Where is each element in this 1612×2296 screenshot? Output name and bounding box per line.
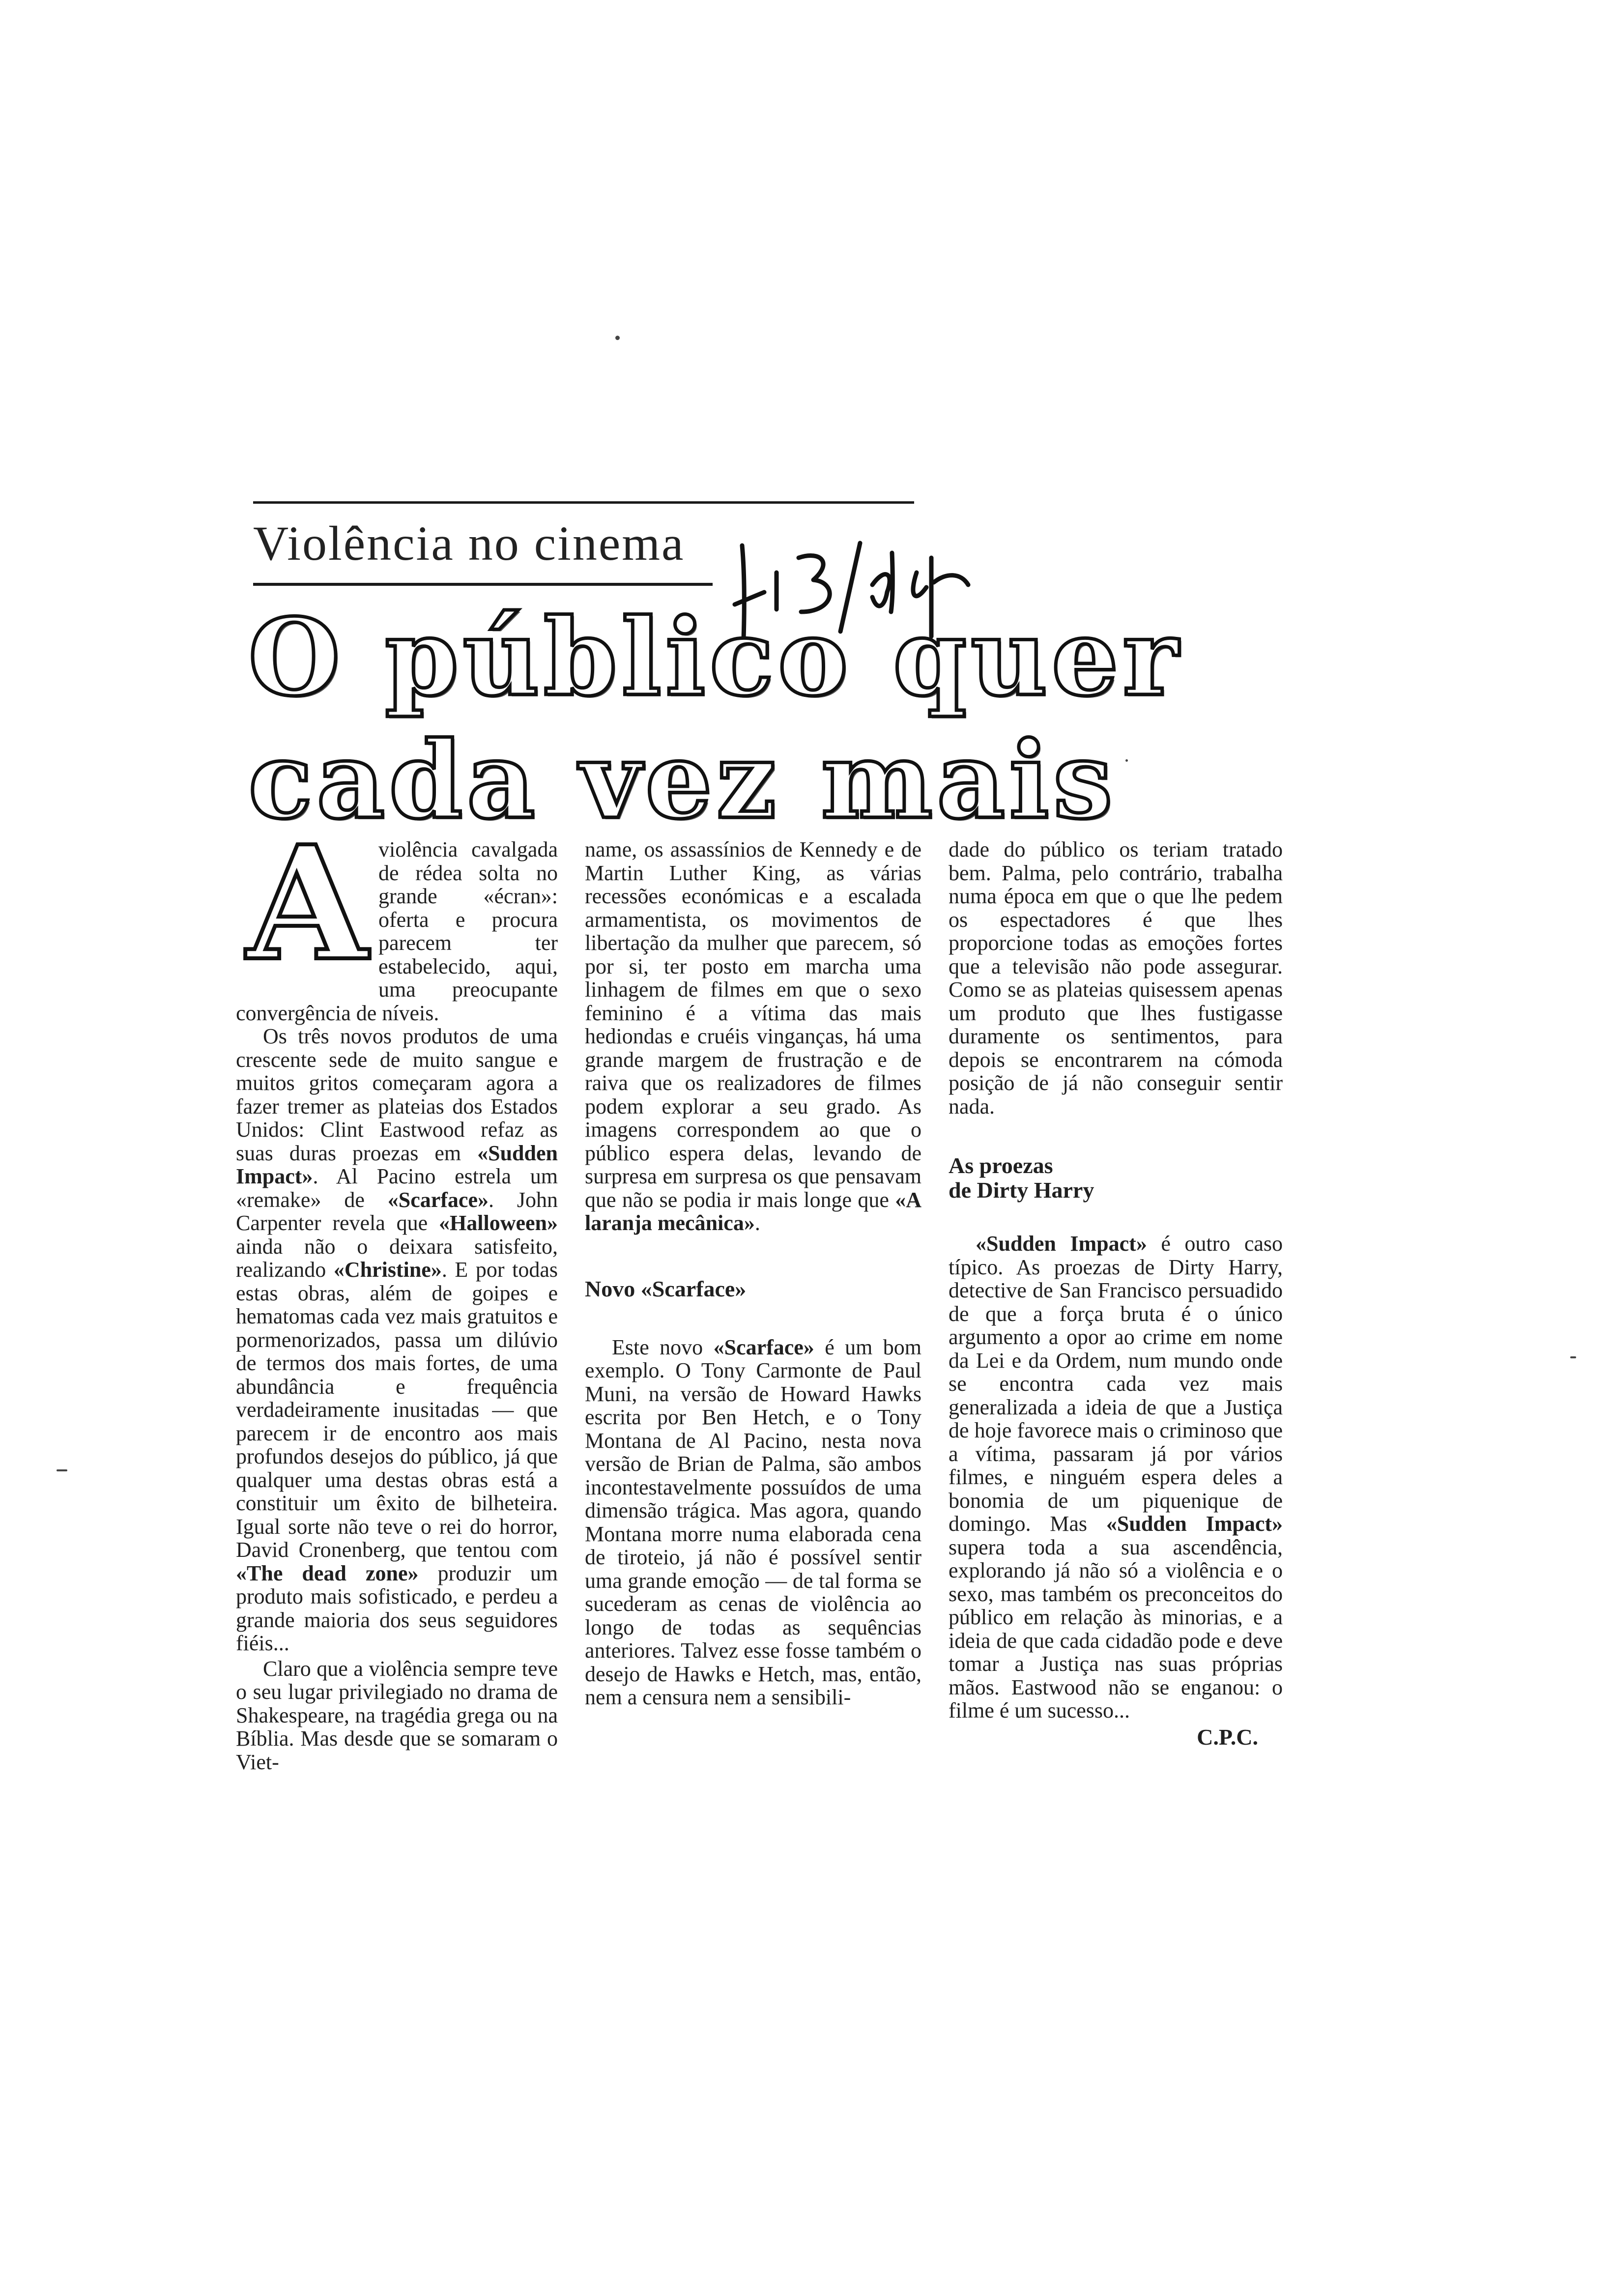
scan-speck xyxy=(57,1469,67,1471)
headline-line-2: cada vez mais xyxy=(248,718,1117,842)
kicker: Violência no cinema xyxy=(253,516,685,571)
subheading-dirty-harry: As proezas de Dirty Harry xyxy=(949,1153,1094,1203)
film-title: «A laranja mecânica» xyxy=(585,1187,921,1235)
article-column-1 xyxy=(236,811,558,1774)
scan-speck xyxy=(615,336,620,340)
film-title: «Sudden Impact» xyxy=(976,1232,1147,1256)
headline-line-1: O público quer xyxy=(248,595,1182,719)
drop-cap: A xyxy=(246,811,368,995)
body-paragraph: Claro que a violência sempre teve o seu lugar privilegiado no drama de Shakespeare, na tragédia grega ou na Bíblia. Mas desde que se somaram o Viet- xyxy=(236,1656,558,1774)
top-rule xyxy=(253,501,914,504)
film-title: «Christine» xyxy=(333,1258,442,1282)
body-paragraph: Os três novos produtos de uma crescente sede de muito sangue e muitos gritos começaram agora a fazer tremer as plateias dos Estados Unidos: Clint Eastwood refaz as suas duras proezas em «Sudden Impact». Al Pacino estrela um «remake» de «Scarface». John Carpenter revela que «Halloween» ainda não o deixara satisfeito, realizando «Christine». E por todas estas obras, além de goipes e hematomas cada vez mais gratuitos e pormenorizados, passa um dilúvio de termos dos mais fortes, de uma abundância e frequência verdadeiramente inusitadas — que parecem ir de encontro aos mais profundos desejos do público, já que qualquer uma destas obras está a constituir um êxito de bilheteira. Igual sorte não teve o rei do horror, David Cronenberg, que tentou com «The dead zone» produzir um produto mais sofisticado, e perdeu a grande maioria dos seus seguidores fiéis... xyxy=(236,1024,558,1655)
film-title: «Sudden Impact» xyxy=(236,1141,558,1188)
film-title: «Halloween» xyxy=(439,1211,558,1235)
author-signature: C.P.C. xyxy=(1197,1724,1258,1750)
film-title: «Sudden Impact» xyxy=(1106,1512,1283,1536)
body-paragraph: «Sudden Impact» é outro caso típico. As proezas de Dirty Harry, detective de San Francisco persuadido de que a força bruta é o único argumento a opor ao crime em nome da Lei e da Ordem, num mundo onde se encontra cada vez mais generalizada a ideia de que a Justiça de hoje favorece mais o criminoso que a vítima, passaram já por vários filmes, e ninguém espera deles a bonomia de um piquenique de domingo. Mas «Sudden Impact» supera toda a sua ascendência, explorando já não só a violência e o sexo, mas também os preconceitos do público em relação às minorias, e a ideia de que cada cidadão pode e deve tomar a Justiça nas suas próprias mãos. Eastwood não se enganou: o filme é um sucesso... xyxy=(949,1232,1283,1722)
body-paragraph: Este novo «Scarface» é um bom exemplo. O Tony Carmonte de Paul Muni, na versão de Howard Hawks escrita por Ben Hetch, e o Tony Montana de Al Pacino, nesta nova versão de Brian de Palma, são ambos incontestavelmente possuídos de uma dimensão trágica. Mas agora, quando Montana morre numa elaborada cena de tiroteio, já não é possível sentir uma grande emoção — de tal forma se sucederam as cenas de violência ao longo de todas as sequências anteriores. Talvez esse fosse também o desejo de Hawks e Hetch, mas, então, nem a censura nem a sensibili- xyxy=(585,1335,921,1709)
kicker-underline xyxy=(253,583,713,586)
article-column-2 xyxy=(585,838,921,1709)
film-title: «Scarface» xyxy=(713,1335,814,1359)
article-column-3 xyxy=(949,838,1283,1749)
lead-paragraph: Aviolência cavalgada de rédea solta no grande «écran»: oferta e procura parecem ter estabelecido, aqui, uma preocupante convergência de níveis. xyxy=(236,811,558,1025)
film-title: «The dead zone» xyxy=(236,1561,419,1585)
subheading-novo-scarface: Novo «Scarface» xyxy=(585,1276,747,1301)
scan-speck xyxy=(1125,759,1128,762)
body-paragraph: name, os assassínios de Kennedy e de Martin Luther King, as várias recessões económicas e a escalada armamentista, os movimentos de libertação da mulher que parecem, só por si, ter posto em marcha uma linhagem de filmes em que o sexo feminino é a vítima das mais hediondas e cruéis vinganças, há uma grande margem de frustração e de raiva que os realizadores de filmes podem explorar a seu grado. As imagens correspondem ao que o público espera delas, levando de surpresa em surpresa os que pensavam que não se podia ir mais longe que «A laranja mecânica». xyxy=(585,837,921,1235)
scan-speck xyxy=(1570,1356,1576,1358)
film-title: «Scarface» xyxy=(387,1187,489,1212)
body-paragraph: dade do público os teriam tratado bem. Palma, pelo contrário, trabalha numa época em que o que lhe pedem os espectadores é que lhes proporcione todas as emoções fortes que a televisão não pode assegurar. Como se as plateias quisessem apenas um produto que lhes fustigasse duramente os sentimentos, para depois se encontrarem na cómoda posição de já não conseguir sentir nada. xyxy=(949,837,1283,1119)
